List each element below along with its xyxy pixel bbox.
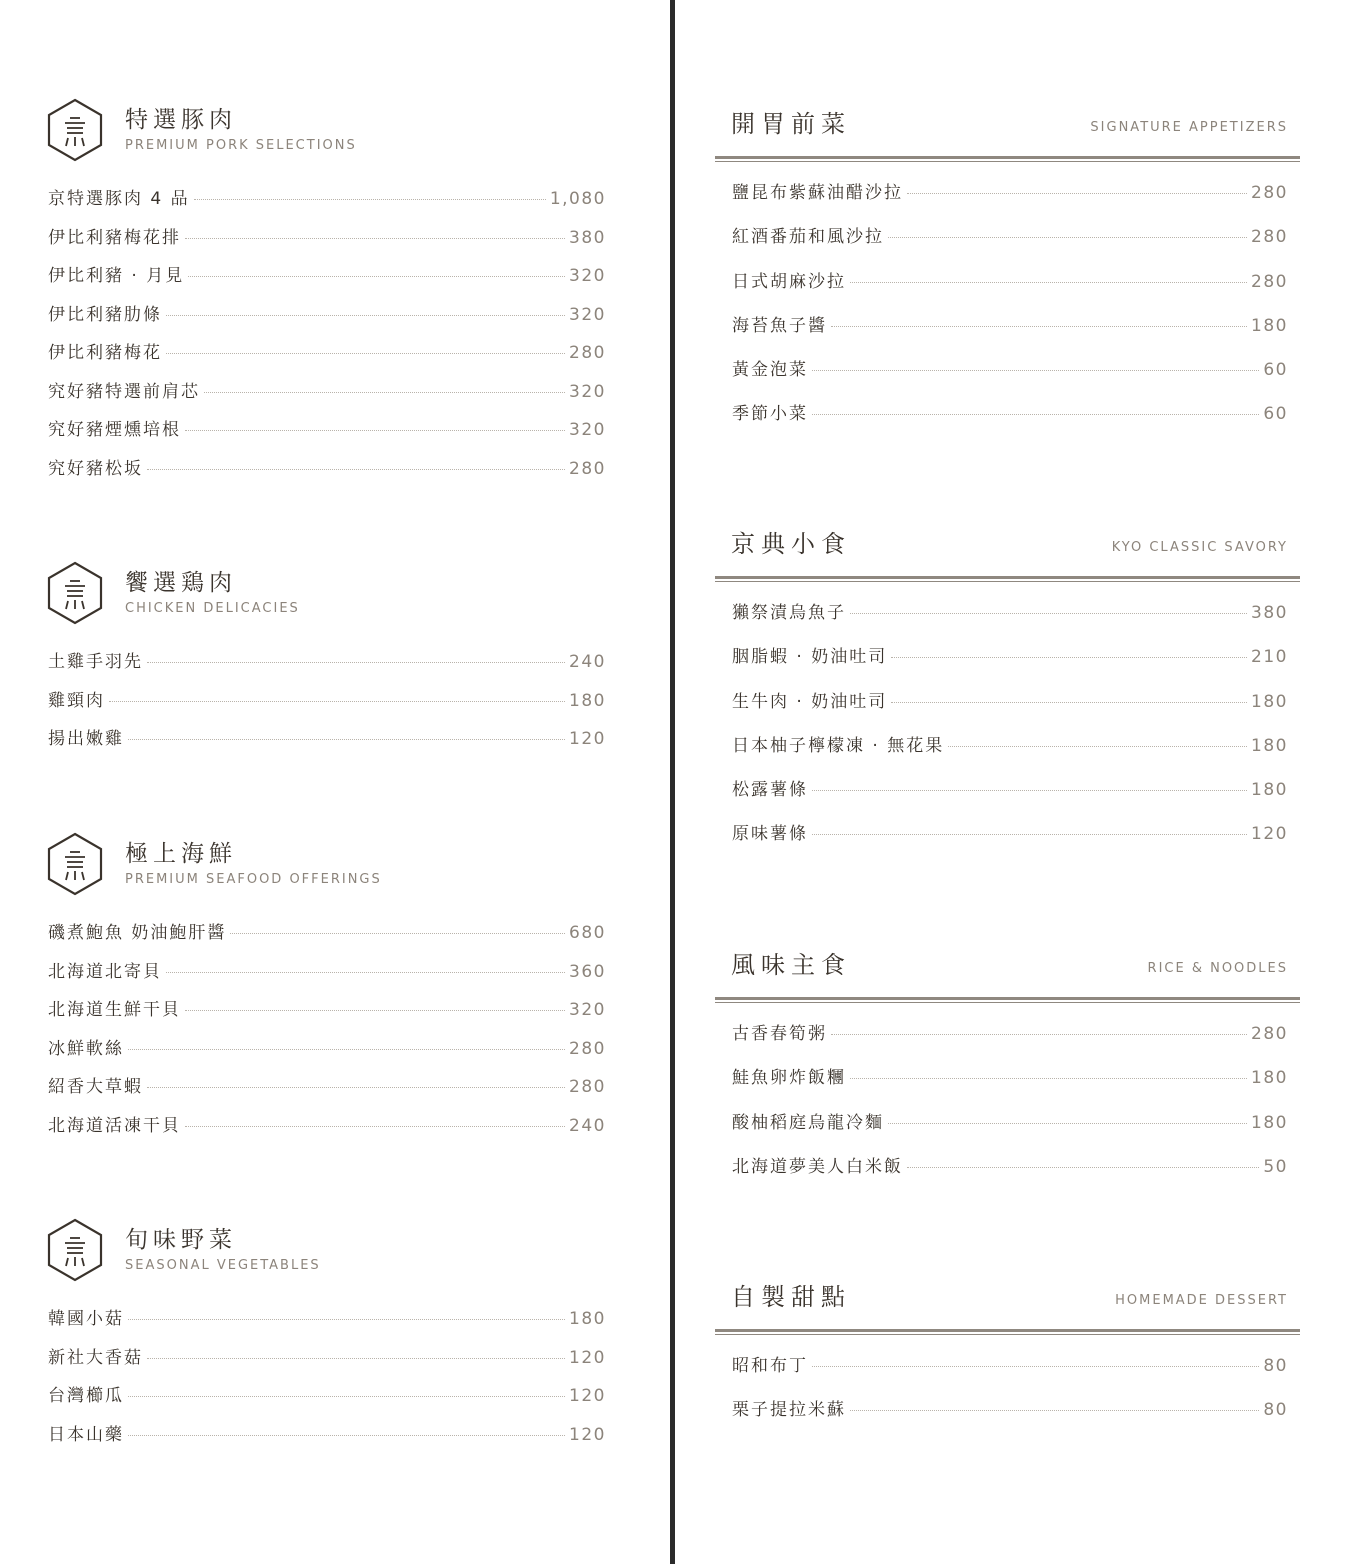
dot-leader (831, 1034, 1247, 1035)
kyo-hexagon-logo-icon (46, 98, 104, 162)
section-pork (46, 98, 606, 492)
section-rule (715, 156, 1300, 162)
item-price: 180 (1251, 780, 1288, 801)
section-header (715, 1277, 1300, 1329)
menu-list (715, 178, 1300, 444)
dot-leader (812, 370, 1259, 371)
section-header (715, 104, 1300, 156)
menu-item (46, 724, 606, 763)
dot-leader (888, 1123, 1247, 1124)
section-subtitle: PREMIUM PORK SELECTIONS (125, 138, 357, 153)
item-price: 320 (569, 1000, 606, 1020)
item-price: 280 (1251, 183, 1288, 203)
section-appetizers (715, 104, 1300, 444)
section-rice-noodles (715, 945, 1300, 1196)
item-name: 伊比利豬梅花排 (48, 227, 181, 248)
item-name: 季節小菜 (732, 404, 808, 425)
item-name: 伊比利豬肋條 (48, 304, 162, 325)
section-subtitle: RICE & NOODLES (1147, 961, 1288, 976)
kyo-hexagon-logo-icon (46, 561, 104, 625)
menu-item (46, 415, 606, 454)
menu-item (732, 1063, 1288, 1107)
item-name: 京特選豚肉 4 品 (48, 189, 190, 209)
section-chicken (46, 561, 606, 763)
page-divider (670, 0, 675, 1564)
menu-item (732, 355, 1288, 399)
section-header (715, 945, 1300, 997)
item-name: 酸柚稻庭烏龍冷麵 (732, 1112, 884, 1133)
menu-item (46, 1381, 606, 1420)
item-name: 獺祭漬烏魚子 (732, 603, 846, 623)
menu-list (46, 1304, 606, 1458)
menu-item (732, 642, 1288, 686)
item-price: 180 (1251, 1112, 1288, 1133)
item-price: 280 (1251, 271, 1288, 292)
dot-leader (147, 1358, 565, 1359)
item-price: 320 (569, 304, 606, 325)
menu-item (46, 454, 606, 493)
section-rule (715, 576, 1300, 582)
menu-item (46, 1034, 606, 1073)
section-rule (715, 1329, 1300, 1335)
item-price: 180 (569, 690, 606, 711)
item-name: 鹽昆布紫蘇油醋沙拉 (732, 183, 903, 203)
menu-item (46, 957, 606, 996)
section-subtitle: SIGNATURE APPETIZERS (1090, 120, 1288, 135)
item-price: 360 (569, 961, 606, 982)
menu-item (732, 1019, 1288, 1063)
item-price: 120 (569, 1347, 606, 1368)
item-name: 韓國小菇 (48, 1309, 124, 1329)
item-price: 180 (1251, 735, 1288, 756)
dot-leader (128, 739, 565, 740)
section-subtitle: PREMIUM SEAFOOD OFFERINGS (125, 872, 382, 887)
item-name: 原味薯條 (732, 824, 808, 845)
section-subtitle: KYO CLASSIC SAVORY (1111, 540, 1288, 555)
menu-list (46, 918, 606, 1149)
section-title: 特選豚肉 (125, 107, 237, 133)
item-price: 80 (1263, 1356, 1288, 1376)
menu-item (732, 687, 1288, 731)
menu-item (46, 300, 606, 339)
item-price: 120 (569, 729, 606, 749)
dot-leader (185, 1126, 565, 1127)
item-name: 鮭魚卵炸飯糰 (732, 1068, 846, 1089)
dot-leader (812, 834, 1247, 835)
item-price: 380 (569, 227, 606, 248)
item-name: 土雞手羽先 (48, 652, 143, 672)
dot-leader (166, 315, 565, 316)
menu-item (46, 1072, 606, 1111)
dot-leader (850, 1410, 1259, 1411)
item-price: 280 (569, 1038, 606, 1059)
menu-list (715, 598, 1300, 864)
menu-item (46, 184, 606, 223)
item-price: 180 (569, 1309, 606, 1329)
item-price: 680 (569, 923, 606, 943)
menu-item (46, 261, 606, 300)
section-header (46, 1218, 606, 1282)
menu-item (732, 1351, 1288, 1395)
section-title: 京典小食 (731, 530, 851, 558)
dot-leader (185, 238, 565, 239)
section-title: 風味主食 (731, 951, 851, 979)
dot-leader (891, 657, 1247, 658)
item-price: 60 (1263, 360, 1288, 381)
menu-item (732, 1108, 1288, 1152)
item-price: 280 (1251, 227, 1288, 248)
menu-item (732, 731, 1288, 775)
item-name: 日式胡麻沙拉 (732, 271, 846, 292)
section-header (46, 98, 606, 162)
section-subtitle: SEASONAL VEGETABLES (125, 1258, 321, 1273)
item-name: 日本柚子檸檬凍 · 無花果 (732, 735, 945, 756)
section-header (46, 561, 606, 625)
dot-leader (891, 702, 1247, 703)
menu-item (732, 178, 1288, 222)
dot-leader (907, 193, 1247, 194)
menu-item (46, 1111, 606, 1150)
item-name: 北海道生鮮干貝 (48, 1000, 181, 1020)
item-name: 古香春筍粥 (732, 1024, 827, 1044)
item-price: 240 (569, 1115, 606, 1136)
item-name: 台灣櫛瓜 (48, 1386, 124, 1406)
section-title: 旬味野菜 (125, 1227, 237, 1253)
item-name: 伊比利豬梅花 (48, 343, 162, 363)
item-name: 紹香大草蝦 (48, 1077, 143, 1097)
menu-item (732, 399, 1288, 443)
item-name: 栗子提拉米蘇 (732, 1400, 846, 1421)
dot-leader (128, 1396, 565, 1397)
item-price: 280 (569, 458, 606, 479)
item-name: 北海道夢美人白米飯 (732, 1156, 903, 1177)
section-rule (715, 997, 1300, 1003)
dot-leader (128, 1049, 565, 1050)
menu-item (46, 1420, 606, 1459)
menu-item (46, 223, 606, 262)
item-name: 黃金泡菜 (732, 360, 808, 381)
item-name: 伊比利豬 · 月見 (48, 266, 185, 286)
item-price: 280 (569, 1077, 606, 1097)
item-name: 昭和布丁 (732, 1356, 808, 1376)
item-name: 生牛肉 · 奶油吐司 (732, 691, 888, 712)
menu-list (715, 1019, 1300, 1196)
menu-item (732, 267, 1288, 311)
dot-leader (850, 1078, 1247, 1079)
menu-list (46, 184, 606, 492)
menu-item (732, 222, 1288, 266)
item-price: 240 (569, 652, 606, 672)
dot-leader (812, 414, 1259, 415)
item-name: 日本山藥 (48, 1424, 124, 1445)
item-price: 180 (1251, 315, 1288, 336)
item-name: 海苔魚子醬 (732, 315, 827, 336)
section-seafood (46, 832, 606, 1149)
dot-leader (147, 1087, 565, 1088)
item-price: 280 (1251, 1024, 1288, 1044)
section-header (715, 524, 1300, 576)
dot-leader (194, 199, 546, 200)
section-header (46, 832, 606, 896)
menu-item (46, 686, 606, 725)
dot-leader (128, 1319, 565, 1320)
menu-item (732, 598, 1288, 642)
item-name: 新社大香菇 (48, 1347, 143, 1368)
item-name: 北海道北寄貝 (48, 961, 162, 982)
menu-list (715, 1351, 1300, 1440)
dot-leader (812, 790, 1247, 791)
item-price: 320 (569, 381, 606, 402)
item-price: 60 (1263, 404, 1288, 425)
dot-leader (812, 1366, 1259, 1367)
dot-leader (831, 326, 1247, 327)
section-title: 自製甜點 (731, 1283, 851, 1311)
kyo-hexagon-logo-icon (46, 832, 104, 896)
dot-leader (907, 1167, 1259, 1168)
menu-item (732, 819, 1288, 863)
item-name: 冰鮮軟絲 (48, 1038, 124, 1059)
dot-leader (230, 933, 565, 934)
menu-item (46, 1343, 606, 1382)
item-price: 120 (1251, 824, 1288, 845)
item-price: 180 (1251, 1068, 1288, 1089)
item-price: 380 (1251, 603, 1288, 623)
item-name: 究好豬特選前肩芯 (48, 381, 200, 402)
section-title: 饗選鶏肉 (125, 570, 237, 596)
menu-list (46, 647, 606, 763)
section-classic-savory (715, 524, 1300, 864)
item-price: 280 (569, 343, 606, 363)
menu-item (732, 1395, 1288, 1439)
section-subtitle: HOMEMADE DESSERT (1115, 1293, 1288, 1308)
item-name: 紅酒番茄和風沙拉 (732, 227, 884, 248)
dot-leader (204, 392, 565, 393)
menu-item (732, 1152, 1288, 1196)
section-title: 開胃前菜 (731, 110, 851, 138)
item-price: 120 (569, 1386, 606, 1406)
item-name: 松露薯條 (732, 780, 808, 801)
item-price: 180 (1251, 691, 1288, 712)
dot-leader (109, 701, 565, 702)
dot-leader (166, 353, 565, 354)
dot-leader (185, 430, 565, 431)
item-name: 磯煮鮑魚 奶油鮑肝醬 (48, 923, 227, 943)
dot-leader (147, 469, 565, 470)
dot-leader (188, 276, 565, 277)
kyo-hexagon-logo-icon (46, 1218, 104, 1282)
dot-leader (147, 662, 565, 663)
menu-item (46, 918, 606, 957)
dot-leader (888, 237, 1247, 238)
menu-item (46, 377, 606, 416)
item-price: 320 (569, 420, 606, 440)
section-title: 極上海鮮 (125, 841, 237, 867)
item-name: 胭脂蝦 · 奶油吐司 (732, 647, 888, 668)
menu-item (46, 995, 606, 1034)
item-name: 雞頸肉 (48, 690, 105, 711)
dot-leader (128, 1435, 565, 1436)
dot-leader (948, 746, 1247, 747)
section-dessert (715, 1277, 1300, 1440)
dot-leader (850, 613, 1247, 614)
menu-item (46, 647, 606, 686)
item-price: 120 (569, 1424, 606, 1445)
section-vegetables (46, 1218, 606, 1458)
section-subtitle: CHICKEN DELICACIES (125, 601, 300, 616)
menu-item (732, 311, 1288, 355)
item-price: 210 (1251, 647, 1288, 668)
menu-item (732, 775, 1288, 819)
item-price: 1,080 (549, 189, 606, 209)
item-name: 揚出嫩雞 (48, 729, 124, 749)
menu-item (46, 1304, 606, 1343)
item-price: 80 (1263, 1400, 1288, 1421)
menu-item (46, 338, 606, 377)
item-name: 北海道活凍干貝 (48, 1115, 181, 1136)
item-name: 究好豬煙燻培根 (48, 420, 181, 440)
dot-leader (850, 282, 1247, 283)
item-name: 究好豬松坂 (48, 458, 143, 479)
item-price: 50 (1263, 1156, 1288, 1177)
dot-leader (166, 972, 565, 973)
dot-leader (185, 1010, 565, 1011)
item-price: 320 (569, 266, 606, 286)
